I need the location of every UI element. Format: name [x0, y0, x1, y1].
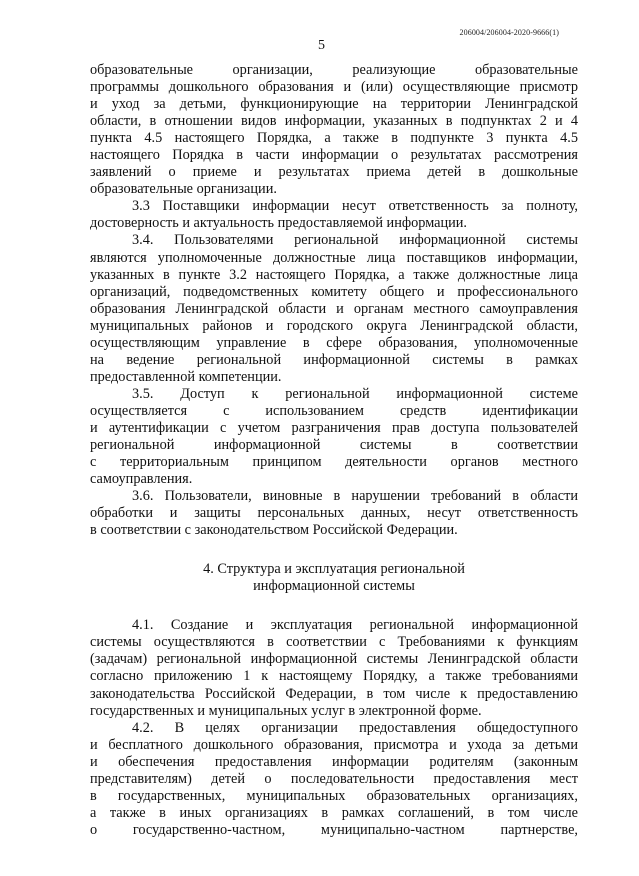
section-4-heading	[90, 561, 578, 595]
text-line: пункта 4.5 настоящего Порядка, а также в подпункте 3 пункта 4.5	[90, 130, 578, 147]
text-line: 3.6. Пользователи, виновные в нарушении требований в области	[132, 488, 578, 505]
text-line: программы дошкольного образования и (или) осуществляющие присмотр	[90, 79, 578, 96]
text-line: достоверность и актуальность предоставляемой информации.	[90, 215, 468, 232]
text-line: о государственно-частном, муниципально-частном партнерстве,	[90, 821, 578, 838]
text-line: осуществляющим управление в сфере образования, уполномоченные	[90, 334, 578, 351]
text-line: образования Ленинградской области и органам местного самоуправления	[90, 300, 578, 317]
text-line: настоящего Порядка в части информации о результатах рассмотрения	[90, 147, 578, 164]
text-line: государственных и муниципальных услуг в электронной форме.	[90, 702, 482, 719]
text-line: области, в отношении видов информации, указанных в подпунктах 2 и 4	[90, 113, 578, 130]
paragraph-4-1	[90, 617, 578, 719]
paragraph-4-2	[90, 720, 578, 839]
paragraph-3-4	[90, 232, 578, 385]
text-line: образовательные организации, реализующие образовательные	[90, 62, 578, 78]
text-line: а также в иных организациях в рамках соглашений, в том числе	[90, 804, 578, 821]
paragraph-3-3	[90, 198, 578, 232]
page-number: 5	[318, 38, 325, 53]
text-line: 3.3 Поставщики информации несут ответственность за полноту,	[132, 198, 578, 215]
text-line: представителям) детей о последовательности предоставления мест	[90, 770, 578, 787]
text-line: в соответствии с законодательством Российской Федерации.	[90, 522, 458, 539]
section-title-line: 4. Структура и эксплуатация региональной	[203, 561, 465, 578]
text-line: системы осуществляются в соответствии с Требованиями к функциям	[90, 634, 578, 651]
text-line: организаций, подведомственных комитету общего и профессионального	[90, 283, 578, 300]
text-line: региональной информационной системы в соответствии	[90, 437, 578, 454]
text-line: 4.1. Создание и эксплуатация региональной информационной	[132, 617, 578, 634]
text-line: муниципальных районов и городского округа Ленинградской области,	[90, 317, 578, 334]
document-id: 206004/206004-2020-9666(1)	[459, 28, 559, 37]
text-line: на ведение региональной информационной системы в рамках	[90, 351, 578, 368]
text-line: предоставленной компетенции.	[90, 368, 282, 385]
text-line: и бесплатного дошкольного образования, присмотра и ухода за детьми	[90, 736, 578, 753]
paragraph-3-6	[90, 488, 578, 539]
text-line: в государственных, муниципальных образовательных организациях,	[90, 787, 578, 804]
text-line: и обеспечения предоставления информации родителям (законным	[90, 753, 578, 770]
text-line: указанных в пункте 3.2 настоящего Порядка, а также должностные лица	[90, 266, 578, 283]
text-line: законодательства Российской Федерации, в том числе к предоставлению	[90, 685, 578, 702]
text-line: образовательные организации.	[90, 181, 277, 198]
text-line: 4.2. В целях организации предоставления общедоступного	[132, 719, 578, 736]
text-line: самоуправления.	[90, 471, 193, 488]
document-body	[90, 62, 578, 839]
text-line: и аутентификации с учетом разграничения прав доступа пользователей	[90, 419, 578, 436]
text-line: являются уполномоченные должностные лица поставщиков информации,	[90, 249, 578, 266]
text-line: с территориальным принципом деятельности органов местного	[90, 454, 578, 471]
text-line: согласно приложению 1 к настоящему Порядку, а также требованиями	[90, 668, 578, 685]
section-title-line: информационной системы	[253, 578, 415, 595]
paragraph-3-5	[90, 386, 578, 488]
text-line: заявлений о приеме и результатах приема детей в дошкольные	[90, 164, 578, 181]
paragraph-3-2-continuation	[90, 62, 578, 198]
text-line: осуществляется с использованием средств идентификации	[90, 402, 578, 419]
text-line: 3.5. Доступ к региональной информационной системе	[132, 385, 578, 402]
text-line: и уход за детьми, функционирующие на территории Ленинградской	[90, 96, 578, 113]
text-line: 3.4. Пользователями региональной информационной системы	[132, 232, 578, 249]
text-line: (задачам) региональной информационной системы Ленинградской области	[90, 651, 578, 668]
text-line: обработки и защиты персональных данных, несут ответственность	[90, 505, 578, 522]
